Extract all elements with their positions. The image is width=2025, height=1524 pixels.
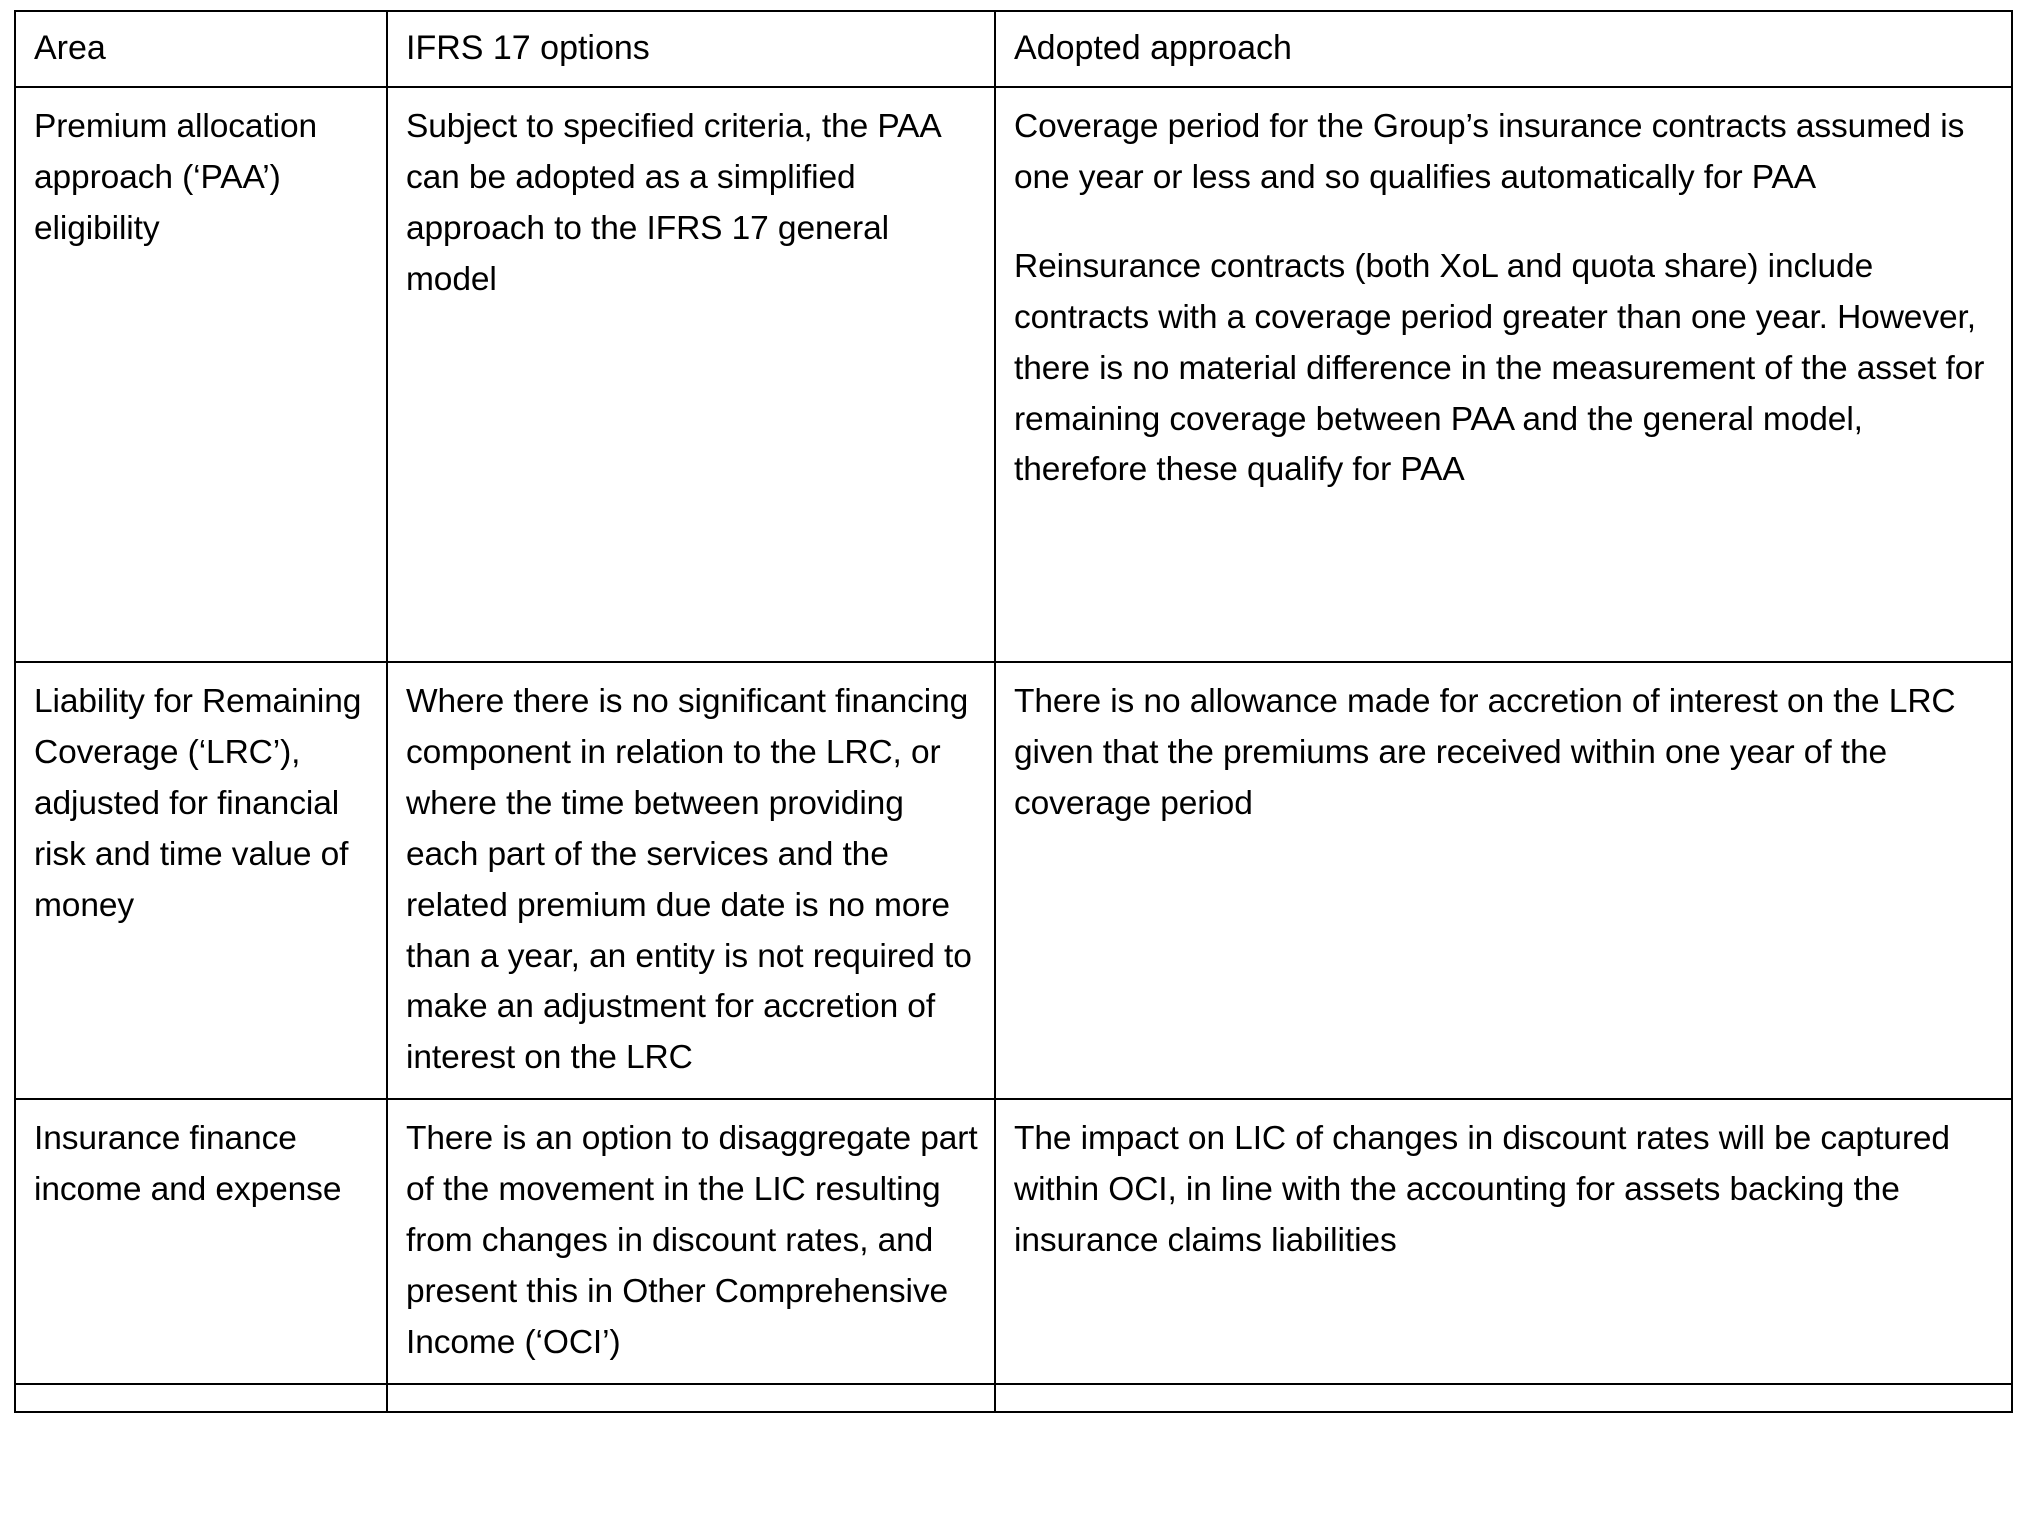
column-header-area: Area xyxy=(15,11,387,87)
table-row-partial xyxy=(15,1384,2012,1412)
cell-paragraph: Coverage period for the Group’s insurance contracts assumed is one year or less and so qualifies automatically for PAA xyxy=(1014,108,1965,196)
cell-paragraph: The impact on LIC of changes in discount rates will be captured within OCI, in line with the accounting for assets backing the insurance claims liabilities xyxy=(1014,1120,1950,1260)
cell-ifrs17-options-partial xyxy=(387,1384,995,1412)
cell-adopted-approach-partial xyxy=(995,1384,2012,1412)
table-header xyxy=(15,11,2012,87)
table-body xyxy=(15,87,2012,1412)
cell-area: Insurance finance income and expense xyxy=(15,1099,387,1384)
ifrs17-options-table xyxy=(14,10,2013,1413)
cell-ifrs17-options: There is an option to disaggregate part of the movement in the LIC resulting from changes in discount rates, and present this in Other Comprehensive Income (‘OCI’) xyxy=(387,1099,995,1384)
cell-adopted-approach xyxy=(995,662,2012,1099)
column-header-ifrs17-options: IFRS 17 options xyxy=(387,11,995,87)
cell-area: Premium allocation approach (‘PAA’) eligibility xyxy=(15,87,387,662)
table-row xyxy=(15,662,2012,1099)
cell-adopted-approach xyxy=(995,1099,2012,1384)
table-row xyxy=(15,87,2012,662)
cell-paragraph: There is no allowance made for accretion of interest on the LRC given that the premiums are received within one year of the coverage period xyxy=(1014,683,1956,822)
table-header-row xyxy=(15,11,2012,87)
cell-adopted-approach xyxy=(995,87,2012,662)
cell-area: Liability for Remaining Coverage (‘LRC’), adjusted for financial risk and time value of money xyxy=(15,662,387,1099)
cell-ifrs17-options: Subject to specified criteria, the PAA can be adopted as a simplified approach to the IFRS 17 general model xyxy=(387,87,995,662)
cell-ifrs17-options: Where there is no significant financing component in relation to the LRC, or where the time between providing each part of the services and the related premium due date is no more than a year, an entity is not required to make an adjustment for accretion of interest on the LRC xyxy=(387,662,995,1099)
table-row xyxy=(15,1099,2012,1384)
cell-paragraph: Reinsurance contracts (both XoL and quota share) include contracts with a coverage period greater than one year. However, there is no material difference in the measurement of the asset for remaining coverage between PAA and the general model, therefore these qualify for PAA xyxy=(1014,247,1985,489)
column-header-adopted-approach: Adopted approach xyxy=(995,11,2012,87)
cell-area-partial xyxy=(15,1384,387,1412)
